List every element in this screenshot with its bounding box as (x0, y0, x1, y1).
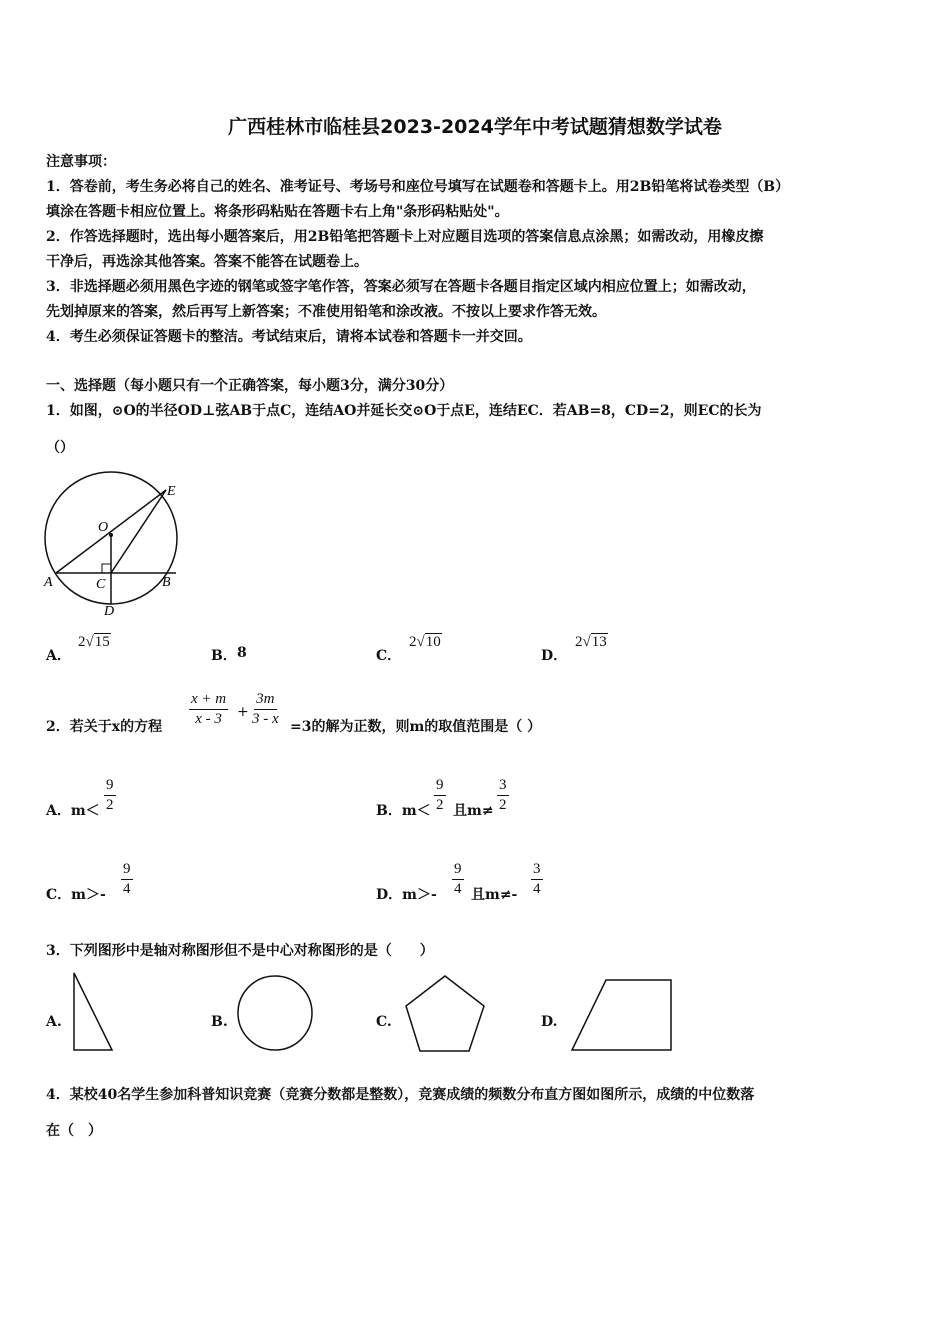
coef: 2 (78, 634, 86, 650)
q2-option-d-fraction (452, 860, 464, 899)
denominator: 2 (436, 797, 444, 813)
right-angle-mark (102, 564, 111, 573)
q2-fraction-1 (189, 690, 228, 729)
q2-prefix: 2．若关于x的方程 (46, 719, 163, 735)
q2-option-b-condition: 且m≠ (453, 803, 494, 819)
notice-heading: 注意事项： (46, 154, 116, 170)
denominator: x - 3 (195, 711, 222, 727)
notice-line: 1．答卷前，考生务必将自己的姓名、准考证号、考场号和座位号填写在试题卷和答题卡上。用2B铅笔将试卷类型（B） (46, 179, 790, 195)
q2-option-d-label: D．m＞- (376, 887, 437, 903)
q1-stem-paren: （） (46, 440, 74, 456)
q2-option-c-label: C．m＞- (46, 887, 106, 903)
label-c: C (96, 577, 106, 592)
section-heading: 一、选择题（每小题只有一个正确答案，每小题3分，满分30分） (46, 378, 454, 394)
denominator: 2 (106, 797, 114, 813)
numerator: 9 (104, 776, 116, 796)
q1-option-c-value (409, 634, 442, 651)
notice-line: 4．考生必须保证答题卡的整洁。考试结束后，请将本试卷和答题卡一并交回。 (46, 329, 532, 345)
q1-stem: 1．如图，⊙O的半径OD⊥弦AB于点C，连结AO并延长交⊙O于点E，连结EC．若AB=8，CD=2，则EC的长为 (46, 403, 762, 419)
denominator: 4 (123, 881, 131, 897)
notice-line: 先划掉原来的答案，然后再写上新答案；不准使用铅笔和涂改液。不按以上要求作答无效。 (46, 304, 606, 320)
label-e: E (167, 484, 176, 499)
q2-option-a-label: A．m＜ (46, 803, 100, 819)
radicand: 10 (425, 634, 441, 650)
label-a: A (44, 575, 53, 590)
q1-option-b-label: B． (211, 648, 237, 664)
q2-suffix: =3的解为正数，则m的取值范围是（ ） (290, 719, 542, 735)
q1-circle-figure (40, 465, 190, 625)
notice-line: 填涂在答题卡相应位置上。将条形码粘贴在答题卡右上角"条形码粘贴处"。 (46, 204, 509, 220)
q2-option-d-condition: 且m≠- (471, 887, 518, 903)
q1-option-b-value: 8 (237, 645, 247, 661)
notice-line: 2．作答选择题时，选出每小题答案后，用2B铅笔把答题卡上对应题目选项的答案信息点涂黑；如需改动，用橡皮擦 (46, 229, 764, 245)
radicand: 13 (591, 634, 607, 650)
q3-option-c-label: C. (376, 1014, 392, 1030)
numerator: x + m (189, 690, 228, 710)
numerator: 3m (254, 690, 276, 710)
radical-icon: √ (582, 634, 591, 650)
notice-line: 干净后，再选涂其他答案。答案不能答在试题卷上。 (46, 254, 368, 270)
coef: 2 (575, 634, 583, 650)
center-point (109, 533, 113, 537)
numerator: 3 (497, 776, 509, 796)
q2-option-c-fraction (121, 860, 133, 899)
circle-shape (236, 974, 316, 1054)
q2-option-b-fraction (434, 776, 446, 815)
q2-option-b-label: B．m＜ (376, 803, 431, 819)
q3-stem: 3．下列图形中是轴对称图形但不是中心对称图形的是（ ） (46, 943, 434, 959)
label-b: B (162, 575, 171, 590)
q2-option-b-fraction-2 (497, 776, 509, 815)
numerator: 9 (452, 860, 464, 880)
q3-option-d-label: D. (541, 1014, 558, 1030)
plus-sign: + (237, 704, 249, 720)
q1-option-d-label: D． (541, 648, 568, 664)
q1-option-a-label: A． (46, 648, 71, 664)
q2-fraction-2 (250, 690, 281, 729)
numerator: 9 (121, 860, 133, 880)
radical-icon: √ (416, 634, 425, 650)
pentagon-shape (402, 973, 488, 1055)
q2-option-a-fraction (104, 776, 116, 815)
denominator: 2 (499, 797, 507, 813)
q1-option-d-value (575, 634, 608, 651)
notice-line: 3．非选择题必须用黑色字迹的钢笔或签字笔作答，答案必须写在答题卡各题目指定区域内相应位置上；如需改动， (46, 279, 756, 295)
radicand: 15 (94, 634, 110, 650)
page-title: 广西桂林市临桂县2023-2024学年中考试题猜想数学试卷 (228, 116, 722, 138)
trapezoid-shape (569, 977, 675, 1053)
denominator: 3 - x (252, 711, 279, 727)
q4-stem: 4．某校40名学生参加科普知识竞赛（竞赛分数都是整数），竞赛成绩的频数分布直方图如图所示，成绩的中位数落 (46, 1087, 755, 1103)
radical-icon: √ (85, 634, 94, 650)
line-ec (111, 490, 166, 573)
numerator: 9 (434, 776, 446, 796)
q1-option-a-value (78, 634, 111, 651)
numerator: 3 (531, 860, 543, 880)
q3-option-b-label: B. (211, 1014, 228, 1030)
q3-option-a-label: A. (46, 1014, 62, 1030)
q4-stem-paren: 在（ ） (46, 1123, 102, 1139)
coef: 2 (409, 634, 417, 650)
label-o: O (98, 520, 109, 535)
denominator: 4 (533, 881, 541, 897)
q2-option-d-fraction-2 (531, 860, 543, 899)
right-triangle-shape (70, 970, 118, 1054)
label-d: D (104, 604, 115, 619)
denominator: 4 (454, 881, 462, 897)
q1-option-c-label: C． (376, 648, 402, 664)
